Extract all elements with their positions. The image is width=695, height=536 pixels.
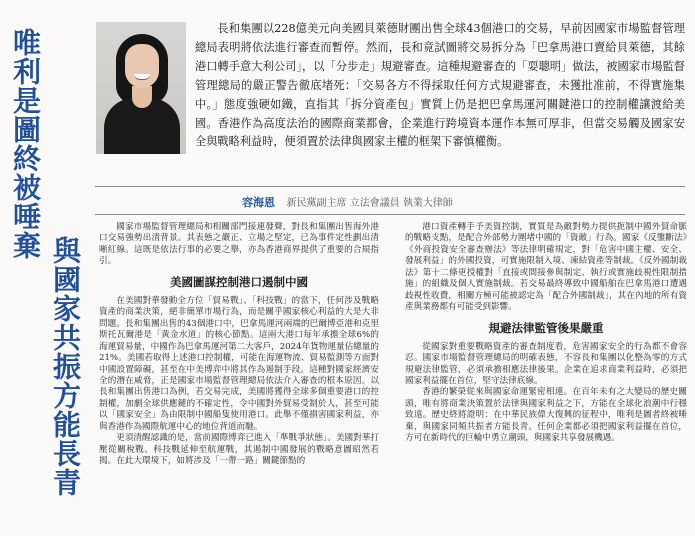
subheading: 規避法律監管後果嚴重: [488, 320, 604, 335]
divider-bottom: [95, 214, 685, 215]
paragraph: 在美國對華發動全方位「貿易戰」、「科技戰」的當下，任何涉及戰略資產的商業決策，絕非簡單市場行為，而是關乎國家核心利益的大是大非問題。長和集團出售的43個港口中，巴拿馬運河兩端的巴爾博亞港和克里斯托瓦爾港是「黃金水道」的核心節點。這兩大港口每年承擔全球6%的海運貿易量，中國作為巴拿馬運河第二大客戶，2024年貨物運量佔總量的21%。美國若取得上述港口控制權，可能在海運物流、貿易監測等方面對中國設置障礙，甚至在中美博弈中將其作為遏制手段。這種對國家經濟安全的潛在威脅，正是國家市場監督管理總局依法介入審查的根本原因。以長和集團出售港口為例，若交易完成，美國將獲得全球多個重要港口的控制權，加劇全球供應鏈的不確定性，令中國對外貿易受制於人，甚至可能以「國家安全」為由限制中國船隻使用港口。此舉不僅損害國家利益，亦與香港作為國際航運中心的地位背道而馳。: [99, 295, 379, 432]
paragraph: 從國家對重要戰略資產的審查制度看，危害國家安全的行為都不會容忍。國家市場監督管理總局的明確表態，不容長和集團以化整為零的方式規避法律監管，必須承擔相應法律後果。企業在追求商業利益時，必須把國家利益擺在首位，堅守法律底線。: [405, 341, 687, 386]
paragraph: 港口資產轉手予美資控制，實質是為敵對勢力提供扼制中國外貿命脈的戰略支點，是配合外部勢力圍堵中國的「資敵」行為。國家《反壟斷法》《外商投資安全審查辦法》等法律明確規定，對「危害中國主權、安全、發展利益」的外國投資，可實施限制入境、凍結資產等制裁。《反外國制裁法》第十二條更授權對「直接或間接參與制定、執行或實施歧視性限制措施」的組織及個人實施制裁。若交易最終導致中國船舶在巴拿馬港口遭遇歧視性收費，相關方極可能被認定為「配合外國制裁」，其在內地的所有資產與業務都有可能受到影響。: [405, 222, 687, 313]
divider-top: [95, 186, 685, 187]
headline-part-2: 與國家共振方能長青: [49, 236, 82, 497]
article-column-1: [99, 222, 379, 532]
paragraph: 更須清醒認識的是，當前國際博弈已進入「準戰爭狀態」。美國對華打壓從關稅戰、科技戰延伸至航運戰，其遏制中國發展的戰略意圖昭然若揭。在此大環境下，如將涉及「一帶一路」關鍵節點的: [99, 433, 379, 467]
subheading: 美國圖謀控制港口遏制中國: [170, 274, 308, 289]
paragraph: 國家市場監督管理總局和相關部門接連發聲，對長和集團出售海外港口交易強勢出清背景。其表態之嚴正、立場之堅定，已為事件定性劃出清晰紅線。這既是依法行事的必要之舉，亦為香港商界提供了重要的合規指引。: [99, 222, 379, 267]
lead-paragraph: 長和集團以228億美元向美國貝萊德財團出售全球43個港口的交易，早前因國家市場監督管理總局表明將依法進行審查而暫停。然而，長和竟試圖將交易拆分為「巴拿馬港口賣給貝萊德，其餘港口轉手意大利公司」，以「分步走」規避審查。這種規避審查的「耍聰明」做法，被國家市場監督管理總局的嚴正警告徹底堵死：「交易各方不得採取任何方式規避審查，未獲批准前，不得實施集中。」態度強硬如鐵，直指其「拆分資產包」實質上仍是把巴拿馬運河關鍵港口的控制權讓渡給美國。香港作為高度法治的國際商業都會，企業進行跨境資本運作本無可厚非，但當交易觸及國家安全與戰略利益時，便須置於法律與國家主權的框架下審慎權衡。: [195, 22, 685, 149]
author-photo: [96, 22, 186, 154]
paragraph: 香港的繁榮從來與國家命運緊密相連。在百年未有之大變局的歷史關頭，唯有將商業決策置於法律與國家利益之下，方能在全球化浪潮中行穩致遠。歷史終將證明：在中華民族偉大復興的征程中，唯利是圖者終被唾棄，與國家同頻共振者方能長青。任何企業都必須把國家利益擺在首位，方可在新時代的巨輪中勇立潮頭，與國家共享發展機遇。: [405, 387, 687, 444]
byline: [0, 194, 695, 210]
author-name: 容海恩: [242, 196, 276, 209]
headline-part-1: 唯利是圖終被唾棄: [9, 28, 42, 260]
author-position: 新民黨副主席 立法會議員 執業大律師: [286, 198, 453, 209]
article-column-2: [405, 222, 687, 532]
